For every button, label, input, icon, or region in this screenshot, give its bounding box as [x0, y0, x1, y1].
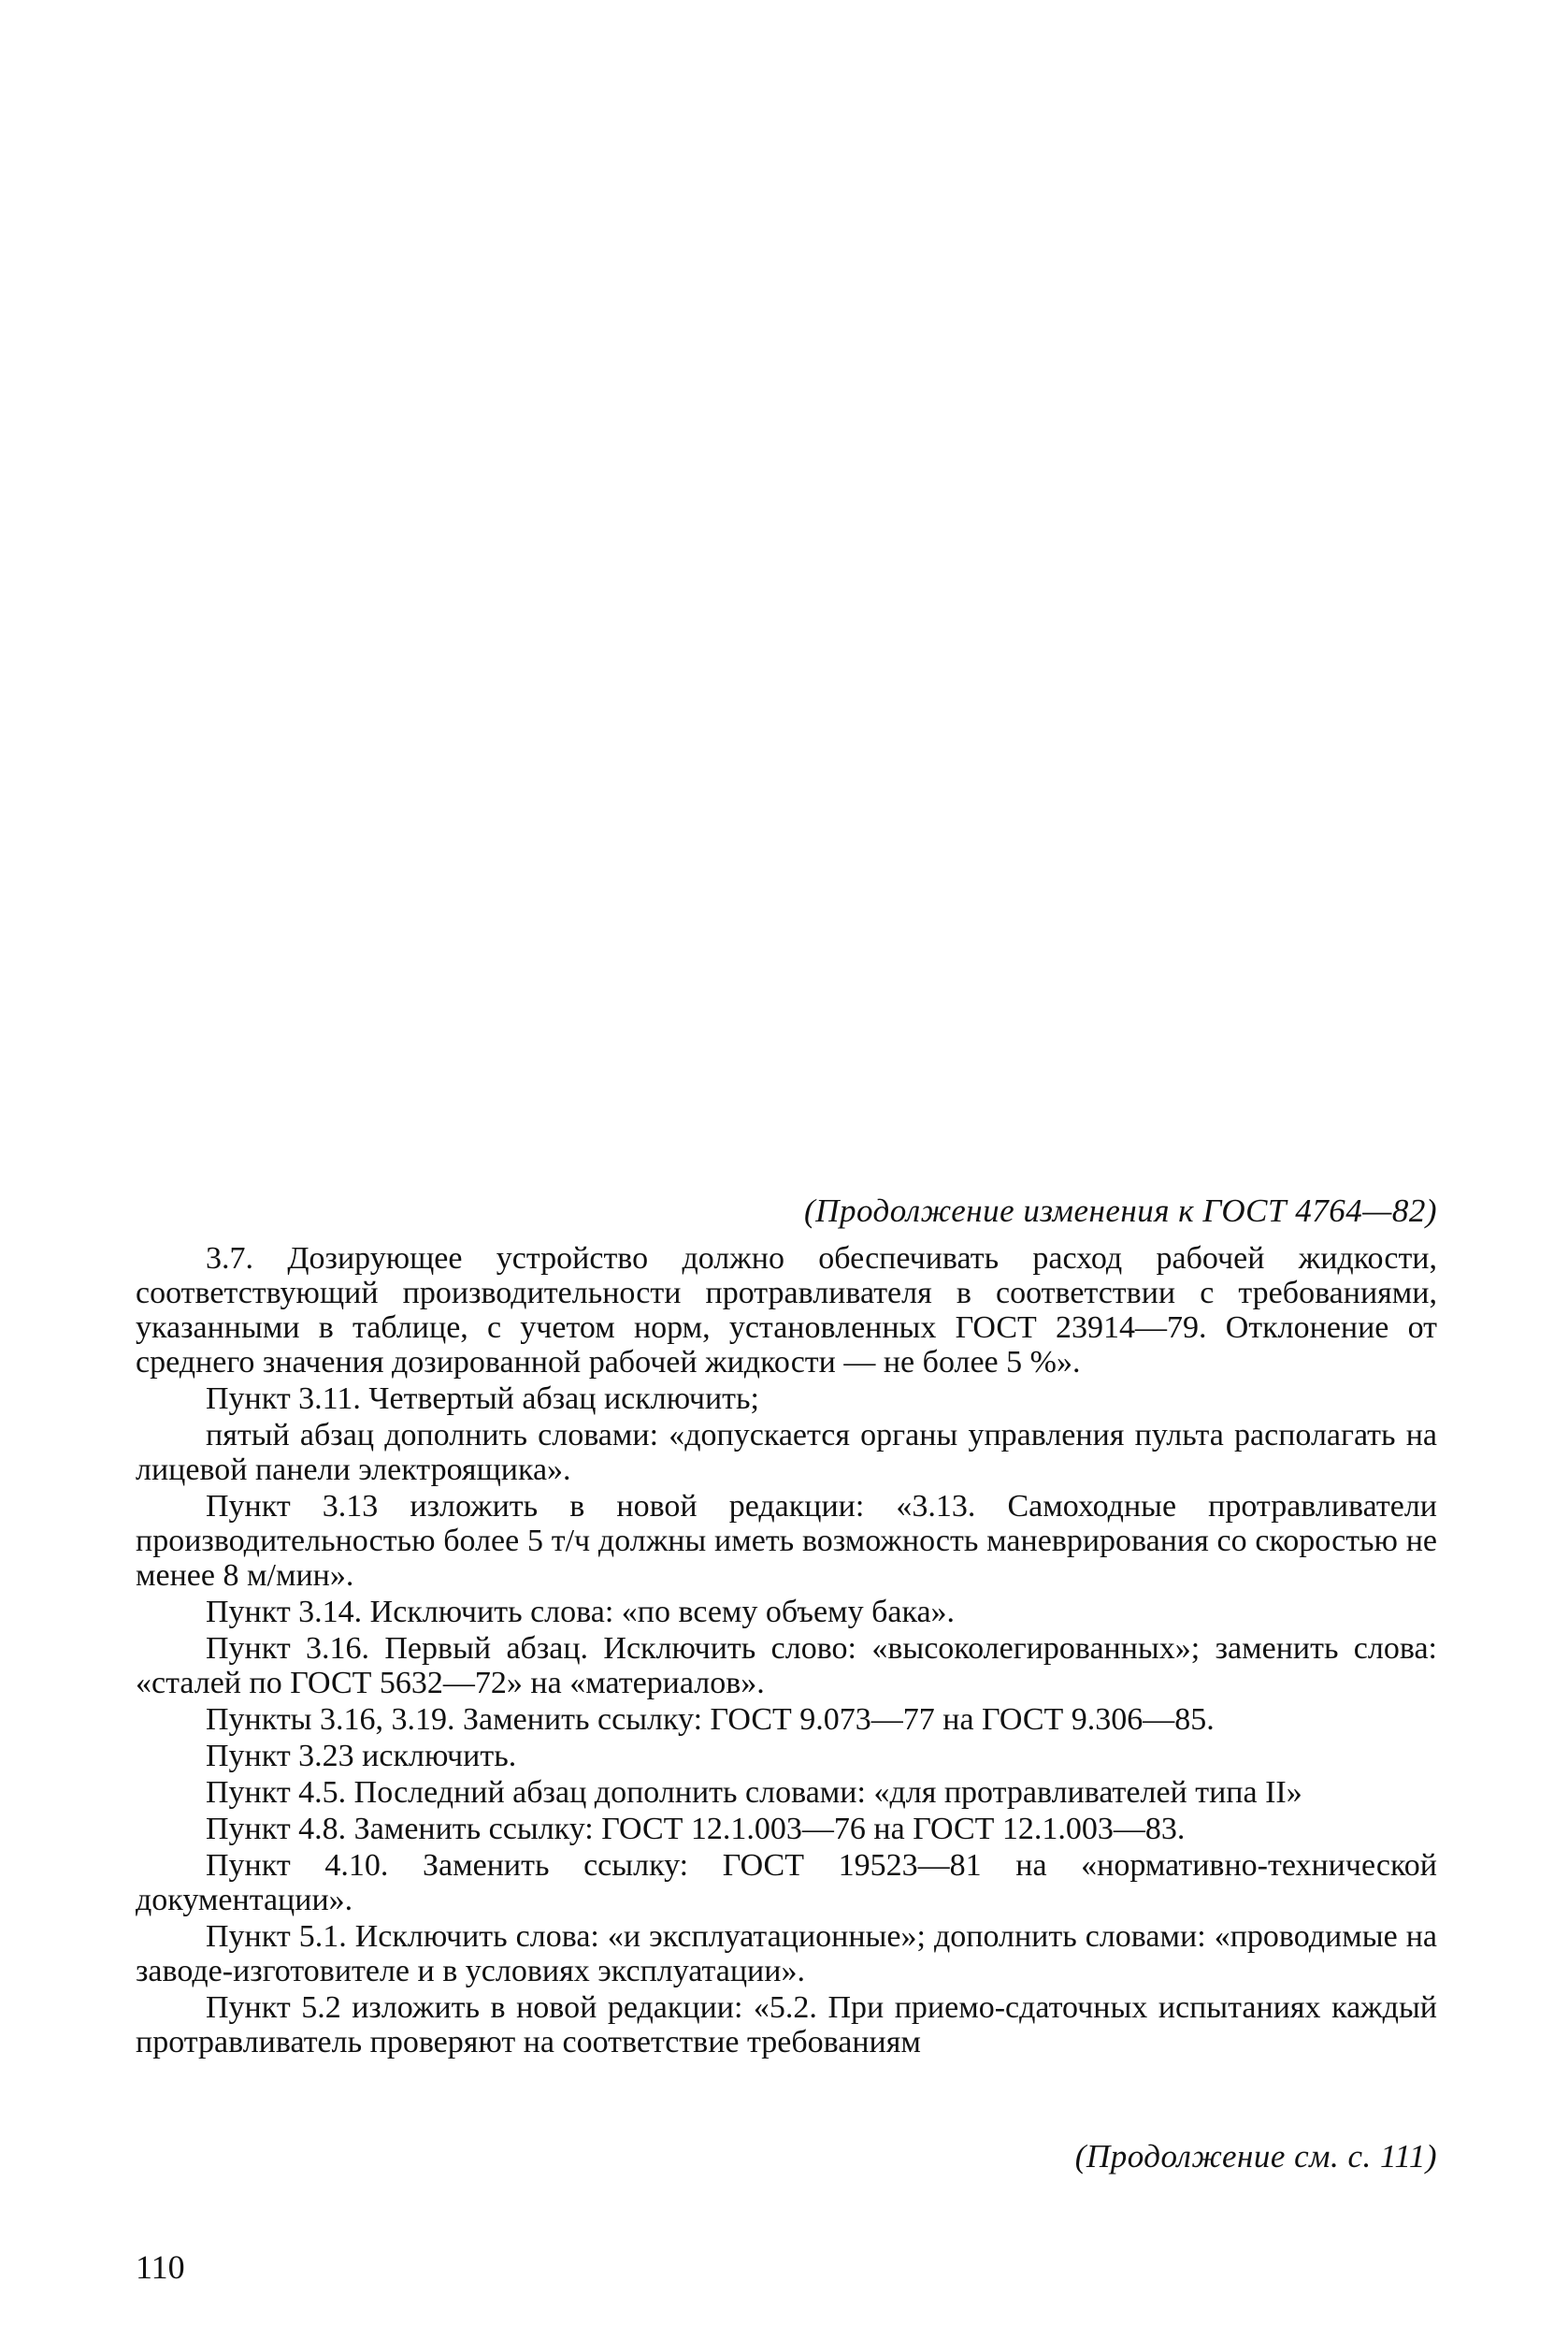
- paragraph-4-10: Пункт 4.10. Заменить ссылку: ГОСТ 19523—81 на «нормативно-технической документации».: [136, 1848, 1437, 1917]
- paragraph-3-11: Пункт 3.11. Четвертый абзац исключить;: [206, 1381, 759, 1416]
- page-number: 110: [136, 2248, 185, 2286]
- paragraph-4-5: Пункт 4.5. Последний абзац дополнить словами: «для протравливателей типа II»: [206, 1775, 1302, 1810]
- paragraph-3-7: 3.7. Дозирующее устройство должно обеспечивать расход рабочей жидкости, соответствующий производительности протравливателя в соответствии с требованиями, указанными в таблице, с учетом норм, установленных ГОСТ 23914—79. Отклонение от среднего значения дозированной рабочей жидкости — не более 5 %».: [136, 1241, 1437, 1380]
- paragraph-3-16-3-19: Пункты 3.16, 3.19. Заменить ссылку: ГОСТ 9.073—77 на ГОСТ 9.306—85.: [206, 1702, 1215, 1737]
- continuation-note: (Продолжение см. с. 111): [1074, 2138, 1437, 2175]
- paragraph-5-1: Пункт 5.1. Исключить слова: «и эксплуатационные»; дополнить словами: «проводимые на заводе-изготовителе и в условиях эксплуатации».: [136, 1919, 1437, 1988]
- paragraph-3-13: Пункт 3.13 изложить в новой редакции: «3.13. Самоходные протравливатели производительностью более 5 т/ч должны иметь возможность маневрирования со скоростью не менее 8 м/мин».: [136, 1489, 1437, 1593]
- continuation-heading: (Продолжение изменения к ГОСТ 4764—82): [804, 1192, 1437, 1229]
- paragraph-3-23: Пункт 3.23 исключить.: [206, 1739, 517, 1773]
- paragraph-fifth-subparagraph: пятый абзац дополнить словами: «допускается органы управления пульта располагать на лицевой панели электроящика».: [136, 1418, 1437, 1487]
- paragraph-3-14: Пункт 3.14. Исключить слова: «по всему объему бака».: [206, 1595, 956, 1629]
- paragraph-5-2: Пункт 5.2 изложить в новой редакции: «5.2. При приемо-сдаточных испытаниях каждый протравливатель проверяют на соответствие требованиям: [136, 1990, 1437, 2059]
- body-text: [136, 1241, 1437, 2059]
- paragraph-4-8: Пункт 4.8. Заменить ссылку: ГОСТ 12.1.003—76 на ГОСТ 12.1.003—83.: [206, 1812, 1186, 1846]
- paragraph-3-16: Пункт 3.16. Первый абзац. Исключить слово: «высоколегированных»; заменить слова: «сталей по ГОСТ 5632—72» на «материалов».: [136, 1631, 1437, 1700]
